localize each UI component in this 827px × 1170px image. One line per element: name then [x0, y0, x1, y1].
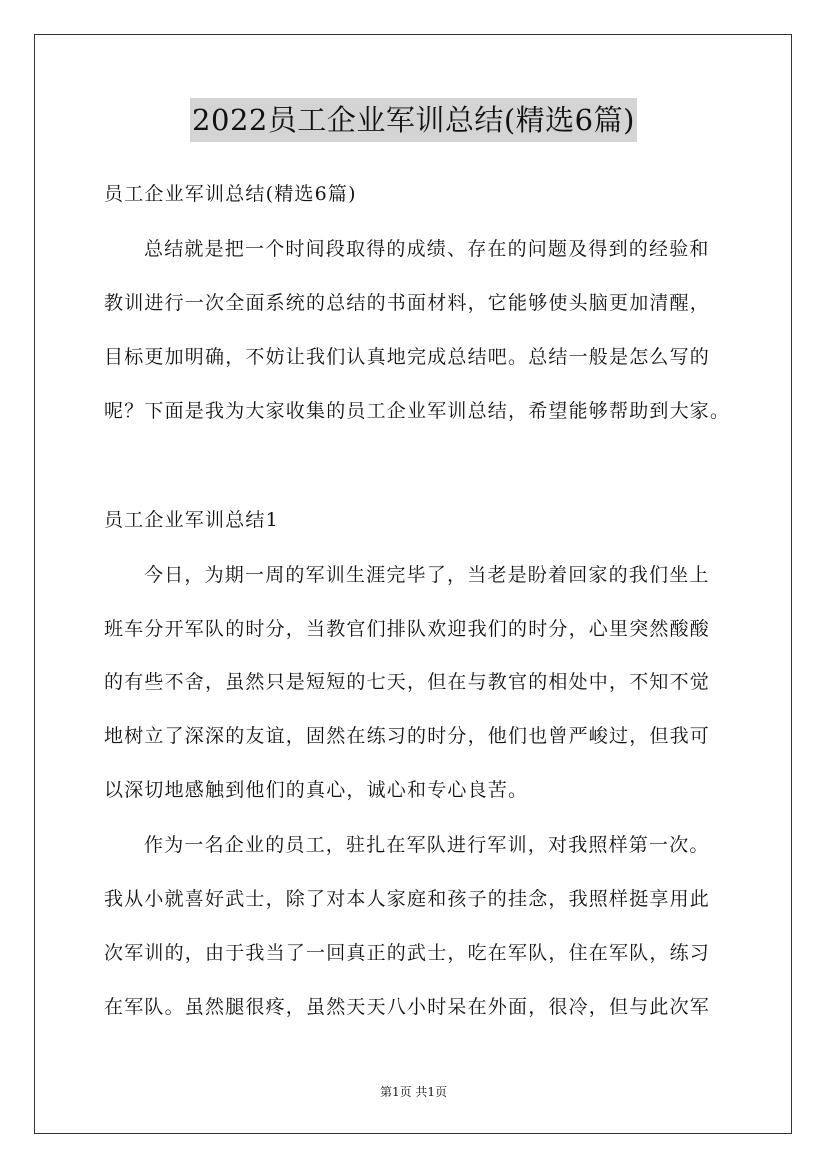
paragraph2-line-3: 次军训的，由于我当了一回真正的武士，吃在军队，住在军队，练习 — [104, 942, 711, 964]
section-heading: 员工企业军训总结1 — [104, 509, 279, 531]
paragraph1-line-1: 今日，为期一周的军训生涯完毕了，当老是盼着回家的我们坐上 — [144, 564, 710, 586]
intro-line-2: 教训进行一次全面系统的总结的书面材料，它能够使头脑更加清醒， — [104, 292, 711, 314]
paragraph2-line-2: 我从小就喜好武士，除了对本人家庭和孩子的挂念，我照样挺享用此 — [104, 888, 711, 910]
paragraph1-line-2: 班车分开军队的时分，当教官们排队欢迎我们的时分，心里突然酸酸 — [104, 618, 711, 640]
paragraph1-line-5: 以深切地感触到他们的真心，诚心和专心良苦。 — [104, 779, 529, 801]
document-subtitle: 员工企业军训总结(精选6篇) — [104, 183, 357, 205]
paragraph1-line-3: 的有些不舍，虽然只是短短的七天，但在与教官的相处中，不知不觉 — [104, 671, 711, 693]
intro-line-1: 总结就是把一个时间段取得的成绩、存在的问题及得到的经验和 — [144, 238, 710, 260]
paragraph2-line-1: 作为一名企业的员工，驻扎在军队进行军训，对我照样第一次。 — [144, 834, 710, 856]
title-container — [0, 98, 827, 142]
paragraph1-line-4: 地树立了深深的友谊，固然在练习的时分，他们也曾严峻过，但我可 — [104, 725, 711, 747]
intro-line-4: 呢？下面是我为大家收集的员工企业军训总结，希望能够帮助到大家。 — [104, 400, 731, 422]
document-title: 2022员工企业军训总结(精选6篇) — [190, 98, 637, 142]
page-footer: 第1页 共1页 — [379, 1085, 448, 1099]
intro-line-3: 目标更加明确，不妨让我们认真地完成总结吧。总结一般是怎么写的 — [104, 346, 711, 368]
paragraph2-line-4: 在军队。虽然腿很疼，虽然天天八小时呆在外面，很冷，但与此次军 — [104, 996, 711, 1018]
